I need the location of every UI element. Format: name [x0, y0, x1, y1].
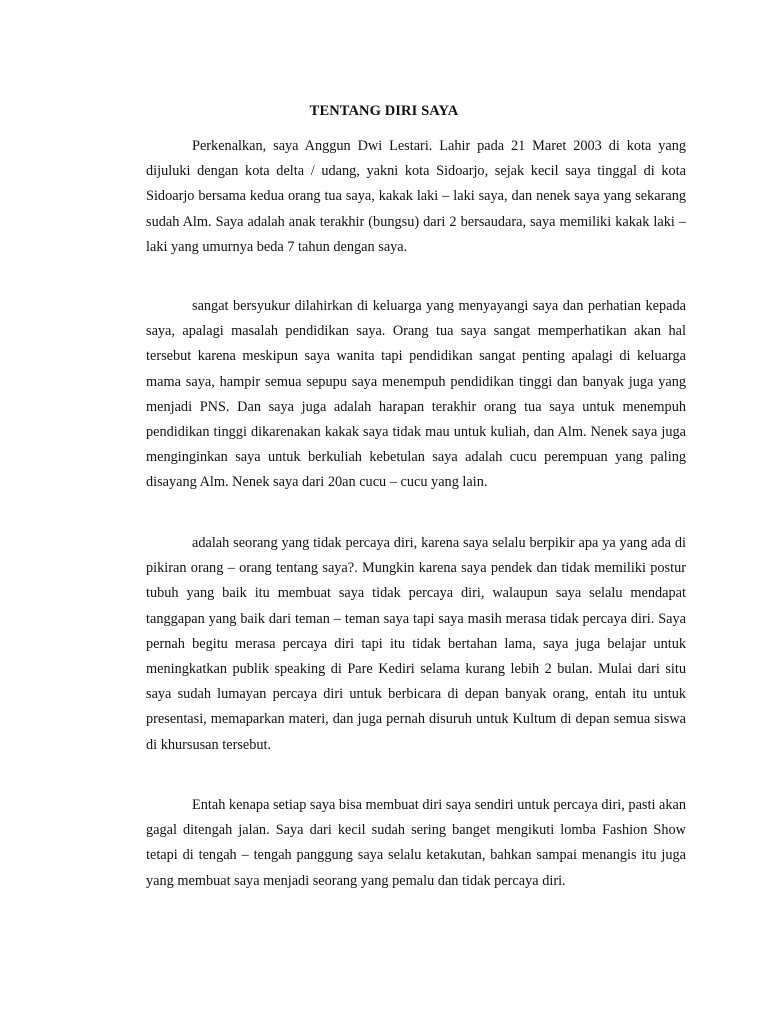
paragraph-fashion-show: Entah kenapa setiap saya bisa membuat diri saya sendiri untuk percaya diri, pasti akan gagal ditengah jalan. Saya dari kecil sudah sering banget mengikuti lomba Fashion Show tetapi di tengah – tengah panggung saya selalu ketakutan, bahkan sampai menangis itu juga yang membuat saya menjadi seorang yang pemalu dan tidak percaya diri.	[146, 797, 686, 889]
document-title: TENTANG DIRI SAYA	[309, 103, 459, 119]
paragraph-introduction: Perkenalkan, saya Anggun Dwi Lestari. Lahir pada 21 Maret 2003 di kota yang dijuluki dengan kota delta / udang, yakni kota Sidoarjo, sejak kecil saya tinggal di kota Sidoarjo bersama kedua orang tua saya, kakak laki – laki saya, dan nenek saya yang sekarang sudah Alm. Saya adalah anak terakhir (bungsu) dari 2 bersaudara, saya memiliki kakak laki – laki yang umurnya beda 7 tahun dengan saya.	[146, 138, 686, 255]
paragraph-confidence: adalah seorang yang tidak percaya diri, karena saya selalu berpikir apa ya yang ada di pikiran orang – orang tentang saya?. Mungkin karena saya pendek dan tidak memiliki postur tubuh yang baik itu membuat saya tidak percaya diri, walaupun saya selalu mendapat tanggapan yang baik dari teman – teman saya tapi saya masih merasa tidak percaya diri. Saya pernah begitu merasa percaya diri tapi itu tidak bertahan lama, saya juga belajar untuk meningkatkan publik speaking di Pare Kediri selama kurang lebih 2 bulan. Mulai dari situ saya sudah lumayan percaya diri untuk berbicara di depan banyak orang, entah itu untuk presentasi, memaparkan materi, dan juga pernah disuruh untuk Kultum di depan semua siswa di khursusan tersebut.	[146, 535, 686, 753]
paragraph-family: sangat bersyukur dilahirkan di keluarga yang menyayangi saya dan perhatian kepada saya, apalagi masalah pendidikan saya. Orang tua saya sangat memperhatikan akan hal tersebut karena meskipun saya wanita tapi pendidikan sangat penting apalagi di keluarga mama saya, hampir semua sepupu saya menempuh pendidikan tinggi dan banyak juga yang menjadi PNS. Dan saya juga adalah harapan terakhir orang tua saya untuk menempuh pendidikan tinggi dikarenakan kakak saya tidak mau untuk kuliah, dan Alm. Nenek saya juga menginginkan saya untuk berkuliah kebetulan saya adalah cucu perempuan yang paling disayang Alm. Nenek saya dari 20an cucu – cucu yang lain.	[146, 298, 686, 491]
